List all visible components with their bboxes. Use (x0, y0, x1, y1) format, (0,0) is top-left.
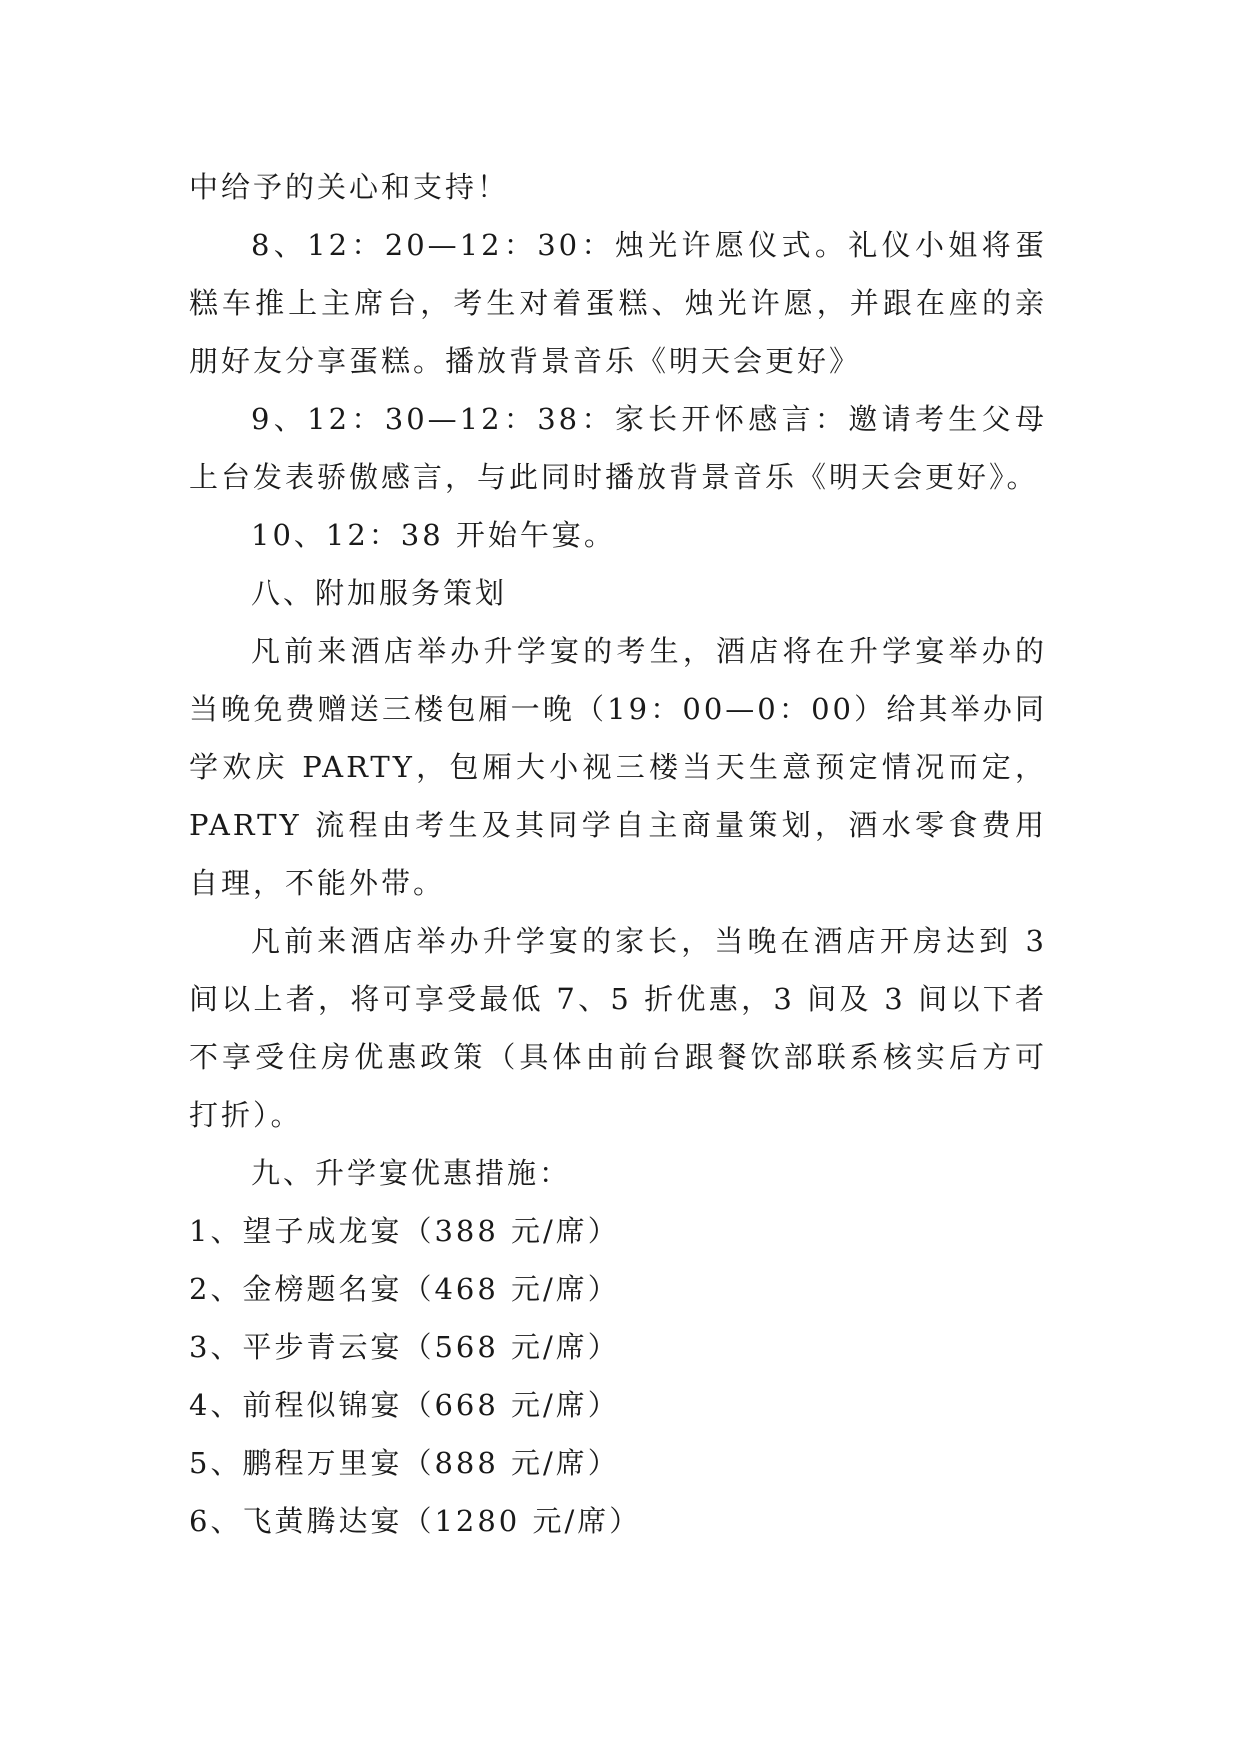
paragraph-student-party: 凡前来酒店举办升学宴的考生，酒店将在升学宴举办的当晚免费赠送三楼包厢一晚（19：00—0：00）给其举办同学欢庆 PARTY，包厢大小视三楼当天生意预定情况而定，PARTY 流程由考生及其同学自主商量策划，酒水零食费用自理，不能外带。 (189, 634, 1047, 900)
banquet-list-item: 5、鹏程万里宴（888 元/席） (189, 1446, 620, 1480)
banquet-list-item: 4、前程似锦宴（668 元/席） (189, 1388, 620, 1422)
section-heading-extra-services: 八、附加服务策划 (251, 576, 508, 610)
document-body (189, 158, 1047, 1550)
paragraph-item-8-candle-wish: 8、12：20—12：30：烛光许愿仪式。礼仪小姐将蛋糕车推上主席台，考生对着蛋糕、烛光许愿，并跟在座的亲朋好友分享蛋糕。播放背景音乐《明天会更好》 (189, 228, 1047, 378)
paragraph-item-10-lunch: 10、12：38 开始午宴。 (251, 518, 616, 552)
banquet-list-item: 1、望子成龙宴（388 元/席） (189, 1214, 620, 1248)
banquet-list-item: 2、金榜题名宴（468 元/席） (189, 1272, 620, 1306)
paragraph-item-9-parent-speech: 9、12：30—12：38：家长开怀感言：邀请考生父母上台发表骄傲感言，与此同时播放背景音乐《明天会更好》。 (189, 402, 1047, 494)
paragraph-continuation: 中给予的关心和支持！ (189, 170, 510, 204)
banquet-list-item: 3、平步青云宴（568 元/席） (189, 1330, 620, 1364)
banquet-list-item: 6、飞黄腾达宴（1280 元/席） (189, 1504, 642, 1538)
paragraph-parent-room-discount: 凡前来酒店举办升学宴的家长，当晚在酒店开房达到 3 间以上者，将可享受最低 7、5 折优惠，3 间及 3 间以下者不享受住房优惠政策（具体由前台跟餐饮部联系核实后方可打折）。 (189, 924, 1047, 1132)
section-heading-discount-measures: 九、升学宴优惠措施： (251, 1156, 572, 1190)
